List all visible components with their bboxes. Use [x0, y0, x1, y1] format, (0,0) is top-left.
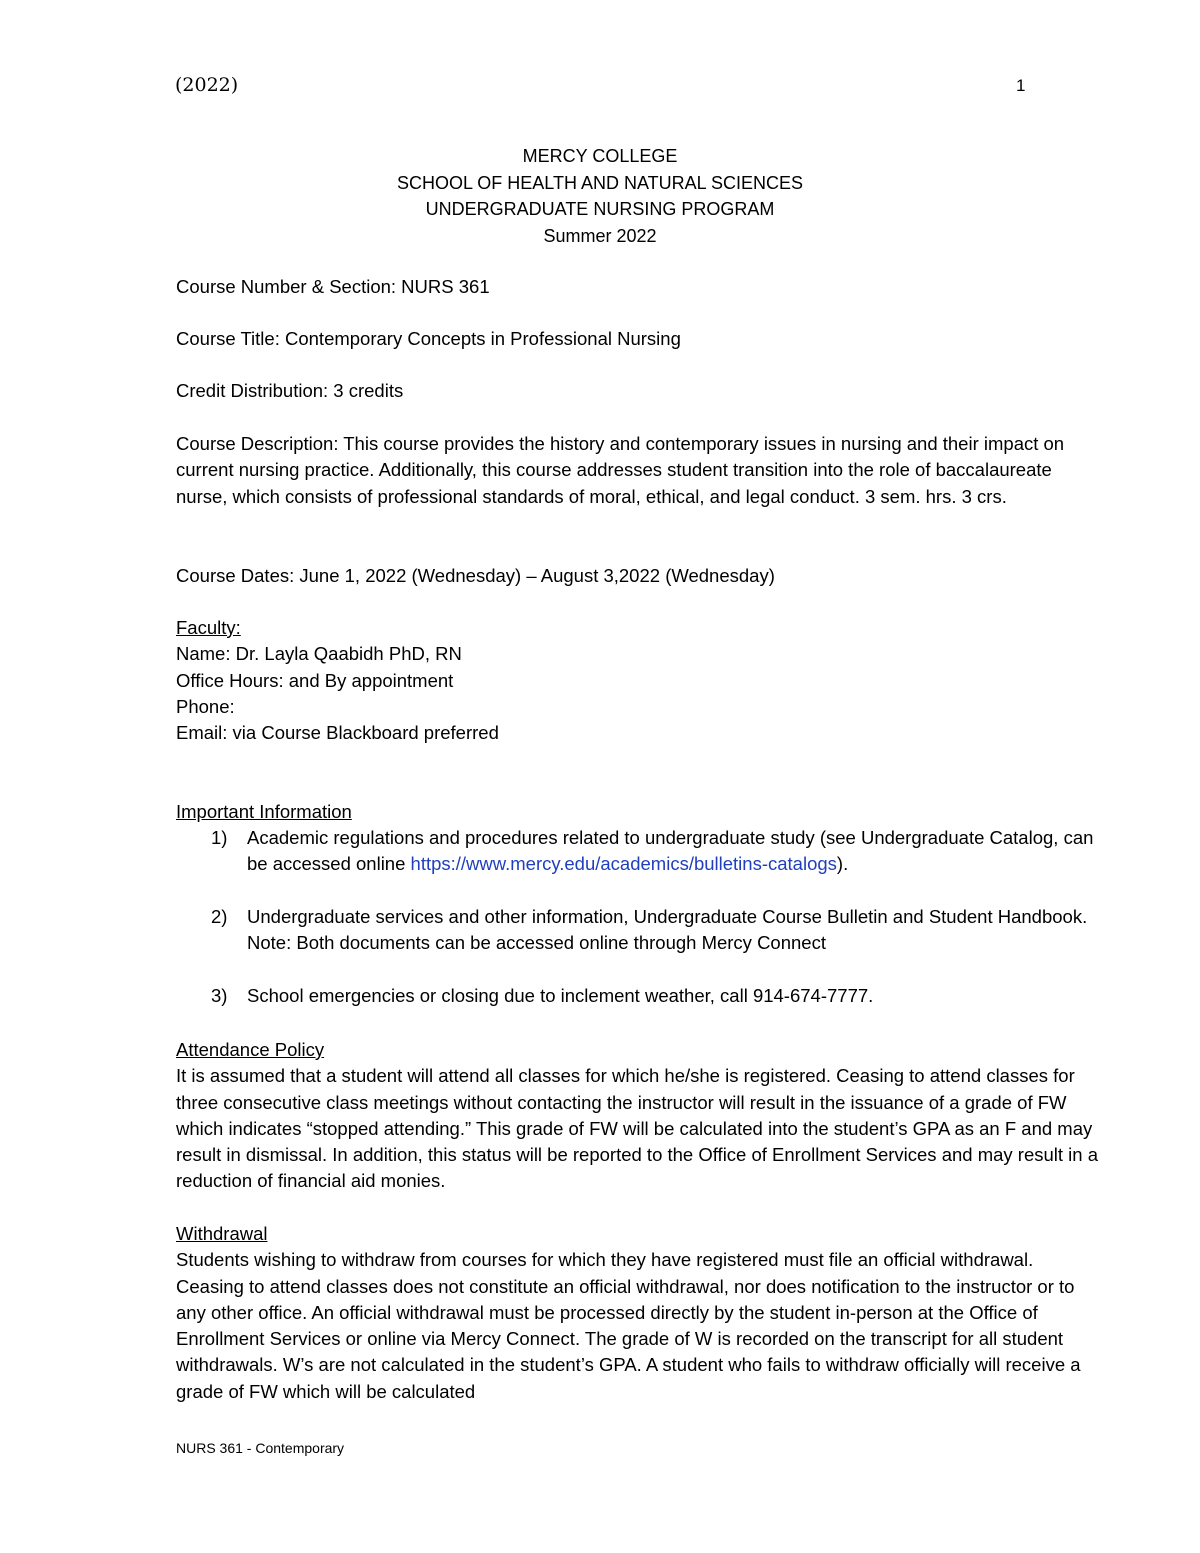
title-block	[0, 143, 1200, 249]
course-dates: Course Dates: June 1, 2022 (Wednesday) – August 3,2022 (Wednesday)	[176, 565, 775, 586]
list-item-number: 2)	[211, 906, 228, 927]
faculty-section	[176, 615, 1106, 746]
course-description-label: Course Description:	[176, 433, 339, 454]
attendance-heading: Attendance Policy	[176, 1039, 325, 1060]
list-item: 3) School emergencies or closing due to inclement weather, call 914-674-7777.	[176, 983, 1106, 1009]
list-item-number: 3)	[211, 985, 228, 1006]
faculty-phone: Phone:	[176, 695, 235, 717]
faculty-email: Email: via Course Blackboard preferred	[176, 722, 499, 744]
withdrawal-heading: Withdrawal	[176, 1223, 268, 1244]
course-description	[176, 431, 1106, 510]
header-year: (2022)	[175, 74, 239, 96]
list-item: 1) Academic regulations and procedures related to undergraduate study (see Undergraduate Catalog, can be accessed online https://www.mercy.edu/academics/bulletins-catalogs).	[211, 827, 1094, 875]
term: Summer 2022	[543, 225, 657, 246]
page-footer: NURS 361 - Contemporary	[176, 1440, 345, 1456]
credit-distribution: Credit Distribution: 3 credits	[176, 380, 404, 401]
important-list	[176, 904, 1106, 957]
list-item-number: 1)	[211, 827, 228, 848]
faculty-office-hours: Office Hours: and By appointment	[176, 669, 454, 691]
catalog-link[interactable]: https://www.mercy.edu/academics/bulletins-catalogs	[410, 853, 837, 875]
list-item: 2) Undergraduate services and other information, Undergraduate Course Bulletin and Student Handbook. Note: Both documents can be accessed online through Mercy Connect	[211, 906, 1088, 954]
withdrawal-text: Students wishing to withdraw from courses for which they have registered must file an official withdrawal. Ceasing to attend classes does not constitute an official withdrawal, nor does notification to the instructor or to any other office. An official withdrawal must be processed directly by the student in-person at the Office of Enrollment Services or online via Mercy Connect. The grade of W is recorded on the transcript for all student withdrawals. W’s are not calculated in the student’s GPA. A student who fails to withdraw officially will receive a grade of FW which will be calculated	[176, 1249, 1081, 1402]
school-name: SCHOOL OF HEALTH AND NATURAL SCIENCES	[396, 172, 804, 193]
important-list	[176, 825, 1106, 878]
faculty-name: Name: Dr. Layla Qaabidh PhD, RN	[176, 643, 462, 665]
program-name: UNDERGRADUATE NURSING PROGRAM	[425, 199, 775, 219]
attendance-section	[176, 1037, 1106, 1195]
course-description-text: This course provides the history and contemporary issues in nursing and their impact on current nursing practice. Additionally, this course addresses student transition into the role of baccalaureate nurse, which consists of professional standards of moral, ethical, and legal conduct. 3 sem. hrs. 3 crs.	[176, 433, 1065, 507]
course-number: Course Number & Section: NURS 361	[176, 276, 490, 297]
faculty-heading: Faculty:	[176, 617, 241, 638]
page-number: 1	[1016, 76, 1026, 95]
course-title: Course Title: Contemporary Concepts in Professional Nursing	[176, 328, 681, 349]
important-heading: Important Information	[176, 801, 352, 822]
withdrawal-section	[176, 1221, 1106, 1405]
college-name: MERCY COLLEGE	[522, 146, 678, 166]
attendance-text: It is assumed that a student will attend all classes for which he/she is registered. Ceasing to attend classes for three consecutive class meetings without contacting the instructor will result in the issuance of a grade of FW which indicates “stopped attending.” This grade of FW will be calculated into the student’s GPA as an F and may result in dismissal. In addition, this status will be reported to the Office of Enrollment Services and may result in a reduction of financial aid monies.	[176, 1065, 1099, 1192]
important-list	[176, 983, 1106, 1009]
